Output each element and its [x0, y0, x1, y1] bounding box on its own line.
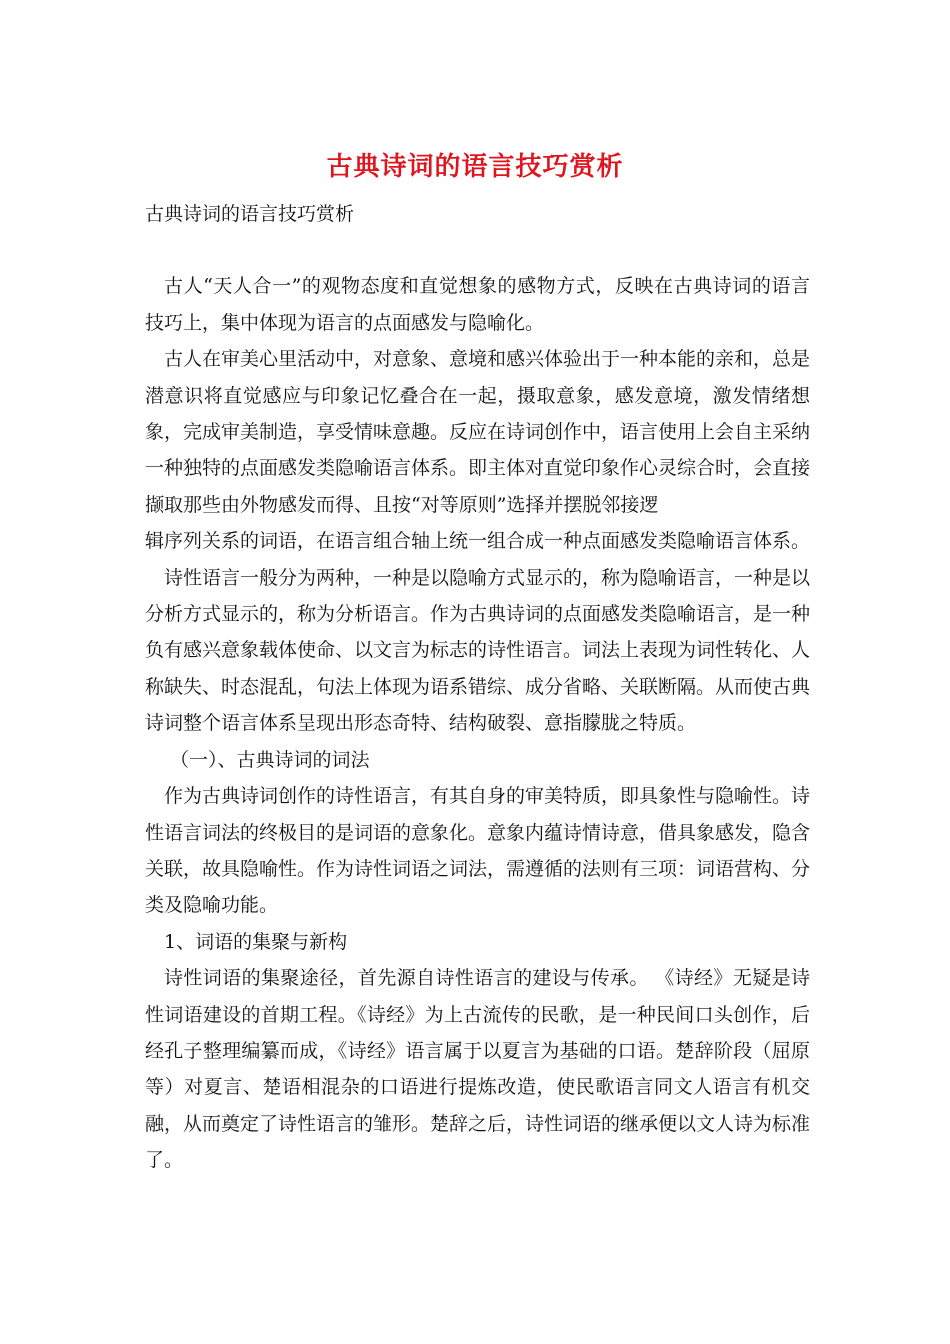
subsection-heading: 1、词语的集聚与新构: [164, 930, 348, 953]
paragraph: 古人在审美心里活动中，对意象、意境和感兴体验出于一种本能的亲和，总是潜意识将直觉感应与印象记忆叠合在一起，摄取意象，感发意境，激发情绪想象，完成审美制造，享受情味意趣。反应在诗词创作中，语言使用上会自主采纳一种独特的点面感发类隐喻语言体系。即主体对直觉印象作心灵综合时，会直接撷取那些由外物感发而得、且按“对等原则”选择并摆脱邻接逻: [145, 348, 811, 516]
paragraph: 古人“天人合一”的观物态度和直觉想象的感物方式，反映在古典诗词的语言技巧上，集中体现为语言的点面感发与隐喻化。: [145, 275, 810, 334]
document-subtitle: 古典诗词的语言技巧赏析: [145, 203, 355, 225]
paragraph: 诗性语言一般分为两种，一种是以隐喻方式显示的，称为隐喻语言，一种是以分析方式显示的，称为分析语言。作为古典诗词的点面感发类隐喻语言，是一种负有感兴意象载体使命、以文言为标志的诗性语言。词法上表现为词性转化、人称缺失、时态混乱，句法上体现为语系错综、成分省略、关联断隔。从而使古典诗词整个语言体系呈现出形态奇特、结构破裂、意指朦胧之特质。: [145, 566, 811, 735]
paragraph: 辑序列关系的词语，在语言组合轴上统一组合成一种点面感发类隐喻语言体系。: [145, 530, 811, 553]
blank-line: [145, 232, 810, 268]
document-body: [145, 196, 810, 1179]
paragraph: 作为古典诗词创作的诗性语言，有其自身的审美特质，即具象性与隐喻性。诗性语言词法的终极目的是词语的意象化。意象内蕴诗情诗意，借具象感发，隐含关联，故具隐喻性。作为诗性词语之词法，需遵循的法则有三项：词语营构、分类及隐喻功能。: [145, 785, 811, 917]
document-title: 古典诗词的语言技巧赏析: [326, 152, 624, 182]
paragraph: 诗性词语的集聚途径，首先源自诗性语言的建设与传承。 《诗经》无疑是诗性词语建设的首期工程。《诗经》为上古流传的民歌，是一种民间口头创作，后经孔子整理编纂而成，《诗经》语言属于以夏言为基础的口语。楚辞阶段（屈原等）对夏言、楚语相混杂的口语进行提炼改造，使民歌语言同文人语言有机交融，从而奠定了诗性语言的雏形。楚辞之后，诗性词语的继承便以文人诗为标准了。: [145, 967, 811, 1172]
section-heading: （一）、古典诗词的词法: [170, 748, 370, 771]
